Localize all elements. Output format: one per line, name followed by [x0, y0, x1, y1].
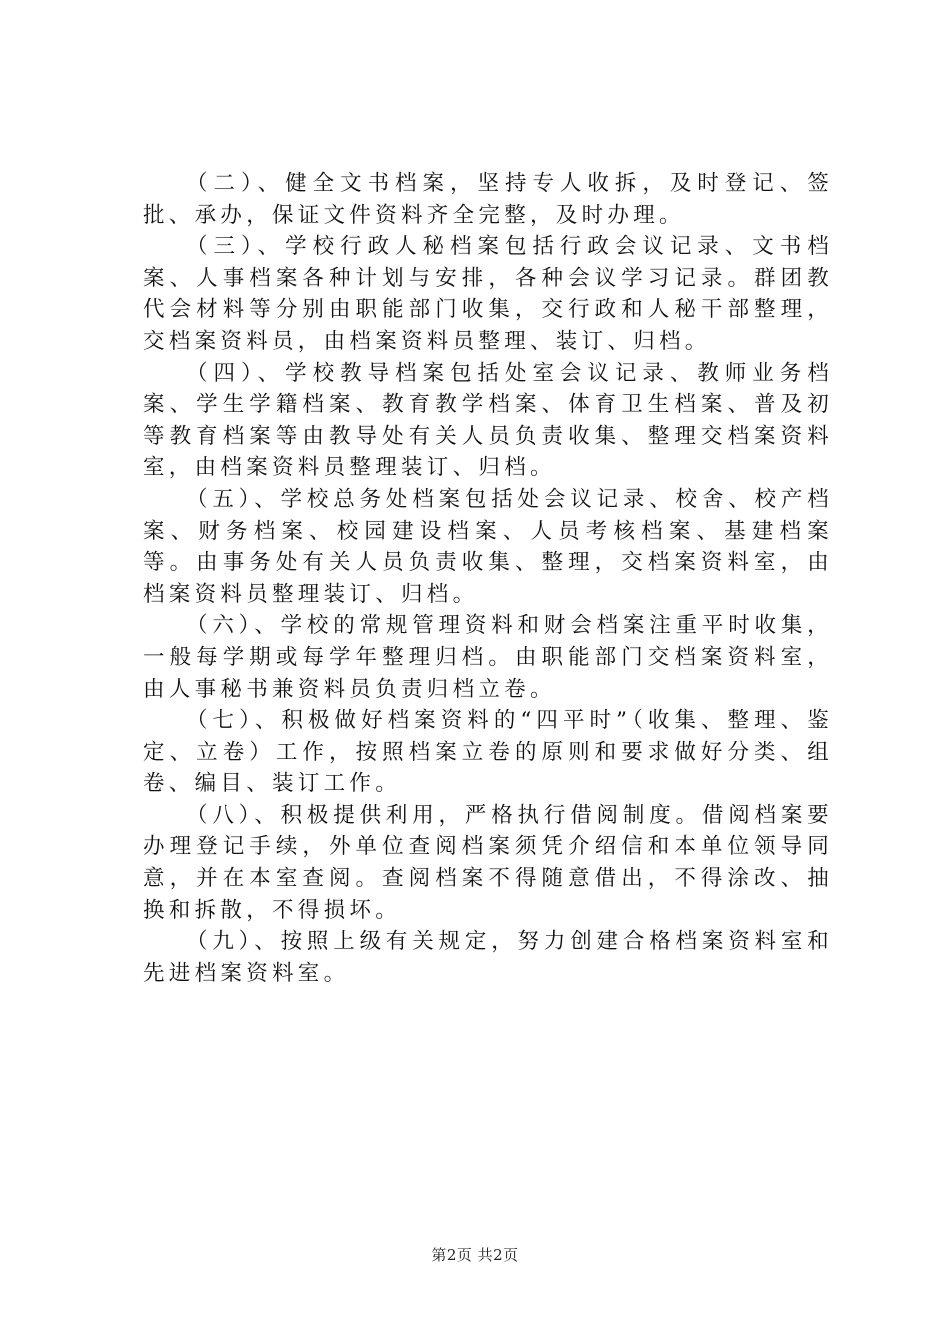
paragraph-3: （三）、学校行政人秘档案包括行政会议记录、文书档案、人事档案各种计划与安排，各种会议学习记录。群团教代会材料等分别由职能部门收集，交行政和人秘干部整理，交档案资料员，由档案资料员整理、装订、归档。 — [143, 234, 833, 354]
page-number-footer: 第2页 共2页 — [431, 1246, 519, 1264]
paragraph-7: （七）、积极做好档案资料的“四平时”（收集、整理、鉴定、立卷）工作，按照档案立卷的原则和要求做好分类、组卷、编目、装订工作。 — [143, 708, 833, 797]
paragraph-2: （二）、健全文书档案，坚持专人收拆，及时登记、签批、承办，保证文件资料齐全完整，及时办理。 — [143, 171, 833, 228]
paragraph-6: （六）、学校的常规管理资料和财会档案注重平时收集，一般每学期或每学年整理归档。由职能部门交档案资料室，由人事秘书兼资料员负责归档立卷。 — [143, 613, 833, 702]
paragraph-8: （八）、积极提供利用，严格执行借阅制度。借阅档案要办理登记手续，外单位查阅档案须凭介绍信和本单位领导同意，并在本室查阅。查阅档案不得随意借出，不得涂改、抽换和拆散，不得损坏。 — [143, 802, 833, 923]
document-body — [143, 168, 833, 989]
paragraph-5: （五）、学校总务处档案包括处会议记录、校舍、校产档案、财务档案、校园建设档案、人员考核档案、基建档案等。由事务处有关人员负责收集、整理，交档案资料室，由档案资料员整理装订、归档。 — [143, 486, 833, 607]
paragraph-9: （九）、按照上级有关规定，努力创建合格档案资料室和先进档案资料室。 — [143, 929, 833, 986]
paragraph-4: （四）、学校教导档案包括处室会议记录、教师业务档案、学生学籍档案、教育教学档案、体育卫生档案、普及初等教育档案等由教导处有关人员负责收集、整理交档案资料室，由档案资料员整理装订、归档。 — [143, 360, 833, 481]
